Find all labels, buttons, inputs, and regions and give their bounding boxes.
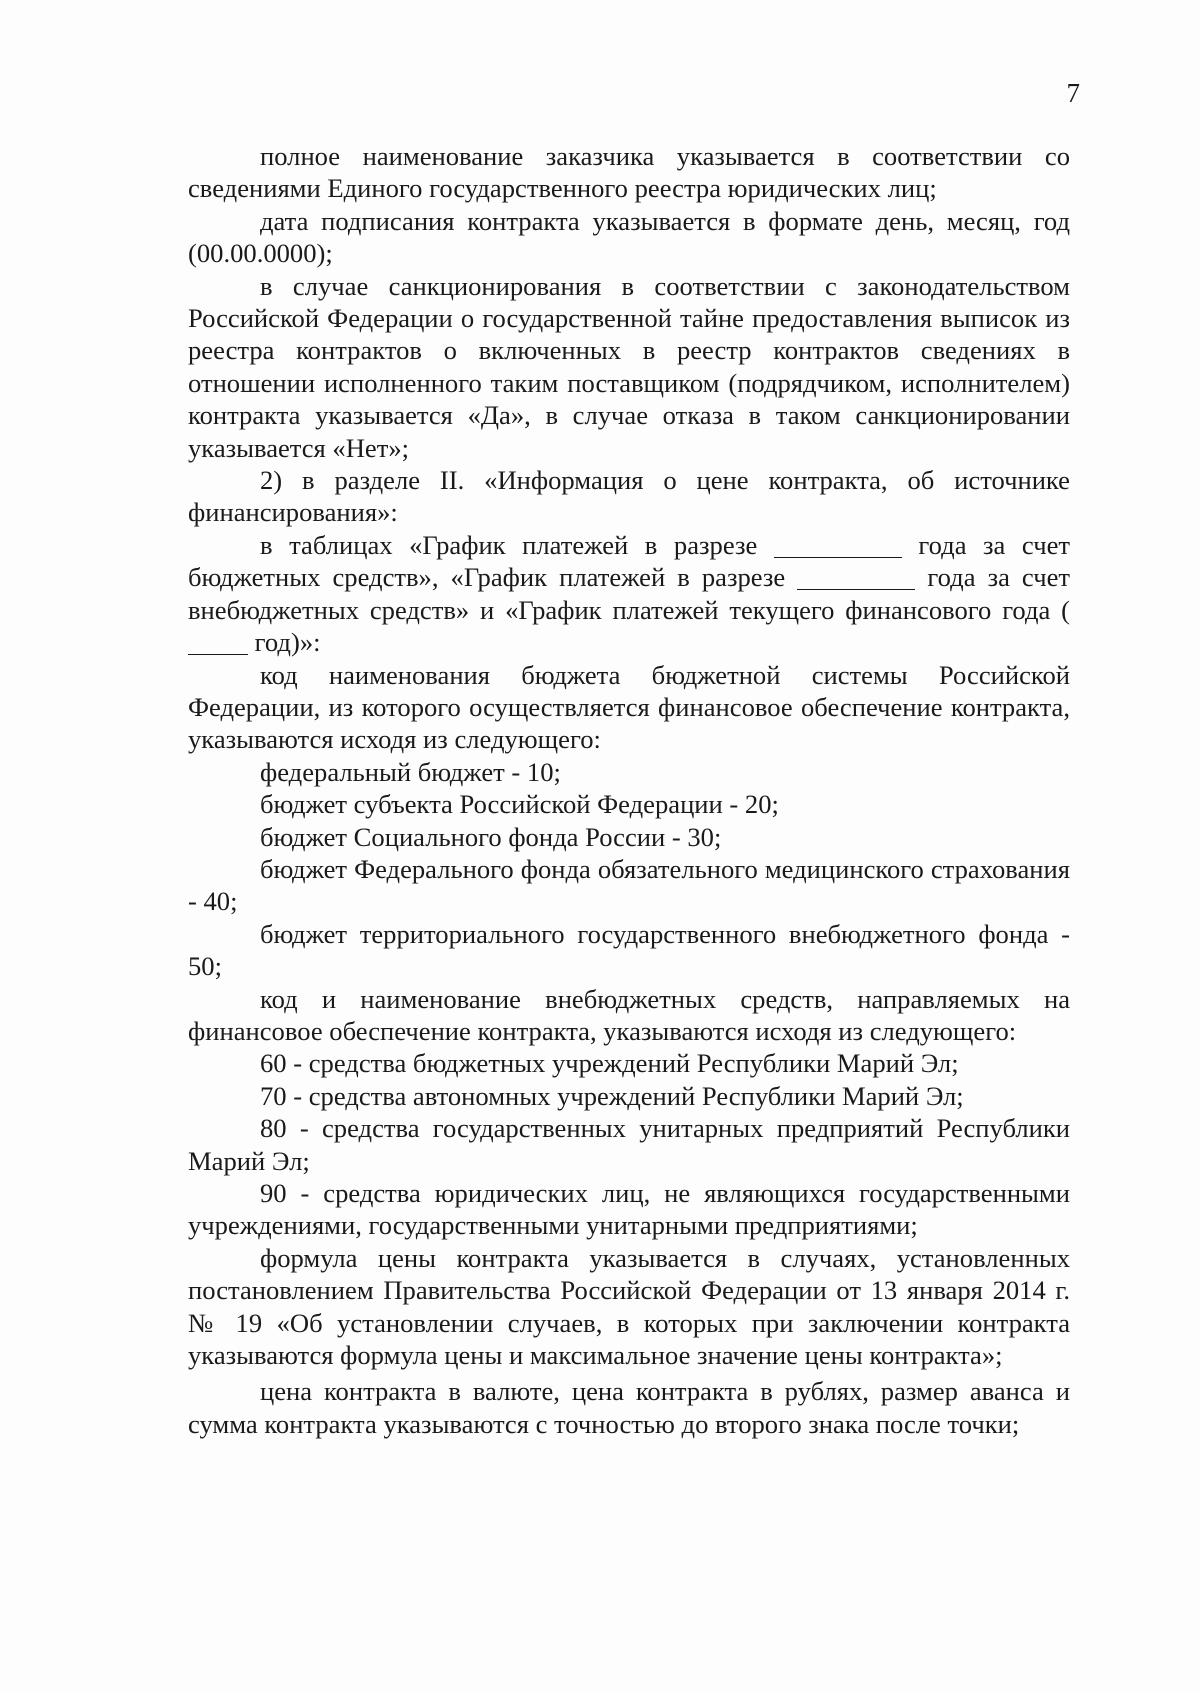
paragraph-customer-name: полное наименование заказчика указывается в соответствии со сведениями Единого государственного реестра юридических лиц; (188, 141, 1070, 204)
document-body (188, 140, 1070, 1440)
blank-year-1 (774, 530, 902, 558)
list-item-code-70: 70 - средства автономных учреждений Республики Марий Эл; (260, 1080, 964, 1111)
list-item-subject-budget: бюджет субъекта Российской Федерации - 20; (260, 789, 779, 820)
page-number: 7 (1066, 78, 1080, 108)
tables-text-1: в таблицах «График платежей в разрезе (260, 529, 758, 560)
paragraph-sanctioning: в случае санкционирования в соответствии с законодательством Российской Федерации о государственной тайне предоставления выписок из реестра контрактов о включенных в реестр контрактов сведениях в отношении исполненного таким поставщиком (подрядчиком, исполнителем) контракта указывается «Да», в случае отказа в таком санкционировании указывается «Нет»; (188, 270, 1070, 463)
tables-text-4: год)»: (254, 627, 321, 658)
paragraph-budget-code: код наименования бюджета бюджетной системы Российской Федерации, из которого осуществляется финансовое обеспечение контракта, указываются исходя из следующего: (188, 659, 1070, 755)
tables-text-2: года за счет бюджетных средств», «График платежей в разрезе (188, 529, 1070, 593)
list-item-code-60: 60 - средства бюджетных учреждений Республики Марий Эл; (260, 1048, 959, 1079)
paragraph-signing-date: дата подписания контракта указывается в формате день, месяц, год (00.00.0000); (188, 205, 1070, 269)
paragraph-price-precision: цена контракта в валюте, цена контракта в рублях, размер аванса и сумма контракта указываются с точностью до второго знака после точки; (188, 1376, 1070, 1439)
list-item-medical-fund: бюджет Федерального фонда обязательного медицинского страхования - 40; (188, 853, 1070, 917)
paragraph-payment-tables (188, 529, 1070, 659)
paragraph-price-formula: формула цены контракта указывается в случаях, установленных постановлением Правительства Российской Федерации от 13 января 2014 г. № 19 «Об установлении случаев, в которых при заключении контракта указываются формула цены и максимальное значение цены контракта»; (188, 1242, 1070, 1371)
list-item-social-fund: бюджет Социального фонда России - 30; (260, 821, 722, 852)
list-item-federal-budget: федеральный бюджет - 10; (260, 756, 561, 787)
list-item-code-80: 80 - средства государственных унитарных предприятий Республики Марий Эл; (188, 1113, 1070, 1176)
tables-text-3: года за счет внебюджетных средств» и «График платежей текущего финансового года ( (188, 562, 1071, 625)
list-item-code-90: 90 - средства юридических лиц, не являющихся государственными учреждениями, государственными унитарными предприятиями; (188, 1178, 1070, 1241)
paragraph-extrabudget-code: код и наименование внебюджетных средств, направляемых на финансовое обеспечение контракта, указываются исходя из следующего: (188, 983, 1070, 1046)
list-item-territorial-fund: бюджет территориального государственного внебюджетного фонда - 50; (188, 918, 1070, 982)
blank-year-2 (797, 563, 915, 591)
paragraph-section-ii: 2) в разделе II. «Информация о цене контракта, об источнике финансирования»: (188, 465, 1070, 528)
blank-year-3 (188, 628, 248, 656)
